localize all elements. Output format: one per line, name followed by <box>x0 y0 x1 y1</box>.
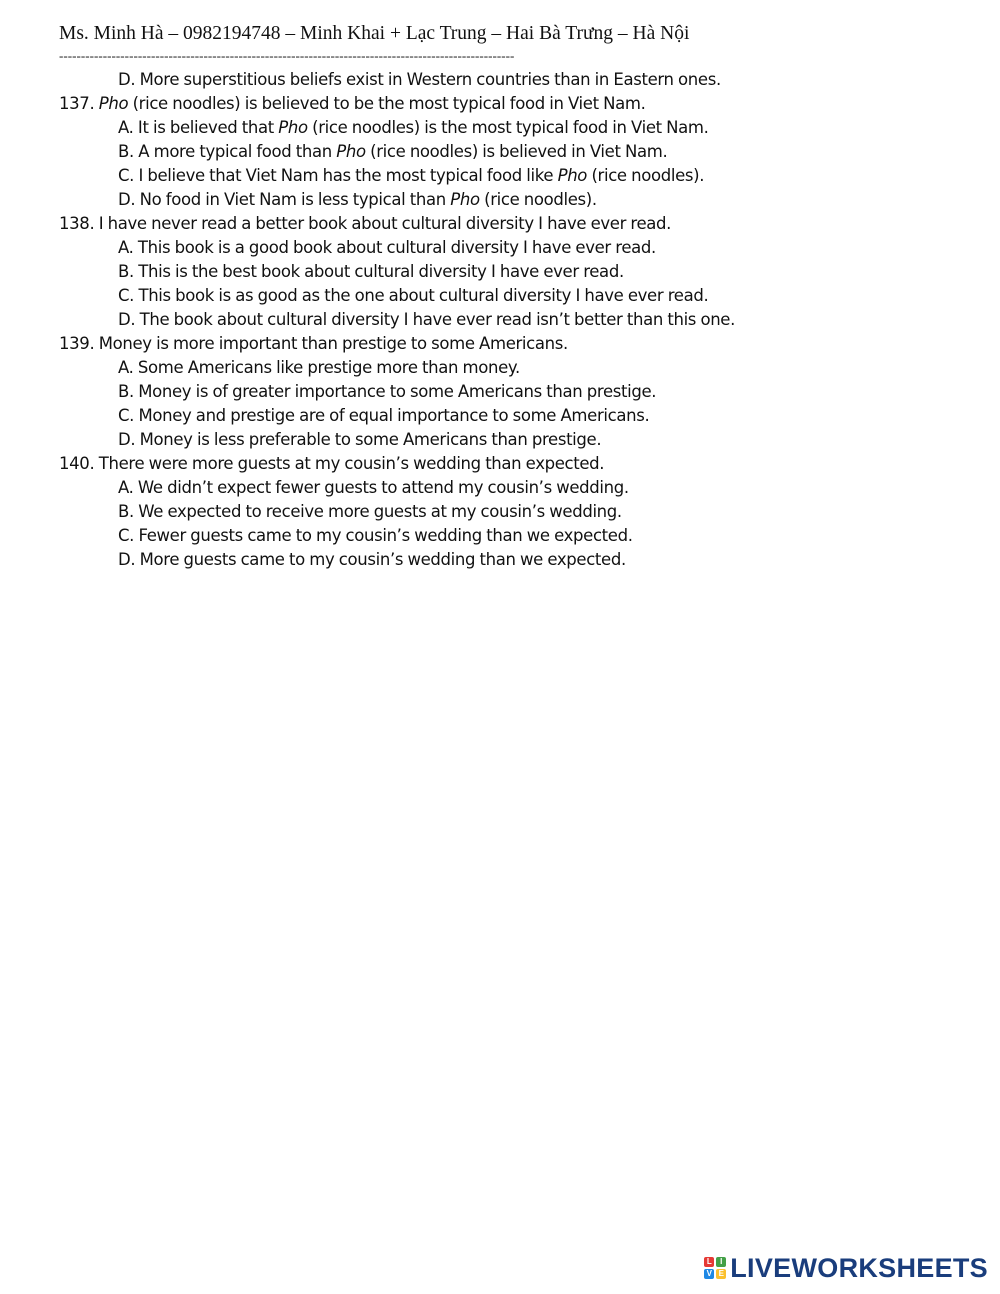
q140-option-d: D. More guests came to my cousin’s wedding than we expected. <box>118 550 626 569</box>
page-header: Ms. Minh Hà – 0982194748 – Minh Khai + Lạc Trung – Hai Bà Trưng – Hà Nội <box>59 23 690 44</box>
q137-a-italic: Pho <box>278 118 308 137</box>
liveworksheets-logo-icon <box>704 1257 726 1279</box>
q137-option-a <box>59 116 735 140</box>
q137-d-post: (rice noodles). <box>479 190 597 209</box>
liveworksheets-wordmark: LIVEWORKSHEETS <box>730 1253 988 1283</box>
logo-tile-v: V <box>704 1269 714 1279</box>
liveworksheets-logo[interactable] <box>704 1253 988 1283</box>
q137-c-pre: C. I believe that Viet Nam has the most typical food like <box>118 166 558 185</box>
q137-a-pre: A. It is believed that <box>118 118 279 137</box>
q140-option-a: A. We didn’t expect fewer guests to attend my cousin’s wedding. <box>118 478 629 497</box>
q137-d-pre: D. No food in Viet Nam is less typical than <box>118 190 451 209</box>
q138-stem: 138. I have never read a better book about cultural diversity I have ever read. <box>59 214 672 233</box>
q137-c-italic: Pho <box>557 166 588 185</box>
q139-stem: 139. Money is more important than prestige to some Americans. <box>59 334 568 353</box>
q139-option-c: C. Money and prestige are of equal importance to some Americans. <box>118 406 650 425</box>
q140-option-c: C. Fewer guests came to my cousin’s wedding than we expected. <box>118 526 633 545</box>
q137-stem-text: (rice noodles) is believed to be the most typical food in Viet Nam. <box>128 94 646 113</box>
logo-tile-l: L <box>704 1257 714 1267</box>
q139-option-d: D. Money is less preferable to some Americans than prestige. <box>118 430 602 449</box>
q138-option-b: B. This is the best book about cultural diversity I have ever read. <box>118 262 624 281</box>
q139-option-a: A. Some Americans like prestige more than money. <box>118 358 520 377</box>
q137-option-c <box>59 164 735 188</box>
q137-d-italic: Pho <box>450 190 480 209</box>
logo-tile-e: E <box>716 1269 726 1279</box>
q137-option-d <box>59 188 735 212</box>
q138-option-d: D. The book about cultural diversity I have ever read isn’t better than this one. <box>118 310 735 329</box>
q137-b-italic: Pho <box>336 142 366 161</box>
q137-stem <box>59 92 735 116</box>
q137-option-b <box>59 140 735 164</box>
q138-option-c: C. This book is as good as the one about cultural diversity I have ever read. <box>118 286 709 305</box>
q139-option-b: B. Money is of greater importance to some Americans than prestige. <box>118 382 657 401</box>
q140-stem: 140. There were more guests at my cousin’s wedding than expected. <box>59 454 605 473</box>
q137-number: 137. <box>59 94 99 113</box>
q137-a-post: (rice noodles) is the most typical food in Viet Nam. <box>307 118 709 137</box>
q137-b-pre: B. A more typical food than <box>118 142 337 161</box>
worksheet-content <box>59 68 735 572</box>
q137-c-post: (rice noodles). <box>587 166 705 185</box>
q137-b-post: (rice noodles) is believed in Viet Nam. <box>365 142 668 161</box>
q138-option-a: A. This book is a good book about cultural diversity I have ever read. <box>118 238 656 257</box>
q136-option-d: D. More superstitious beliefs exist in Western countries than in Eastern ones. <box>118 70 721 89</box>
header-divider: -------------------------------------------------------------------------------------------------------- <box>59 48 515 63</box>
logo-tile-i: I <box>716 1257 726 1267</box>
q137-stem-italic: Pho <box>98 94 129 113</box>
q140-option-b: B. We expected to receive more guests at my cousin’s wedding. <box>118 502 622 521</box>
